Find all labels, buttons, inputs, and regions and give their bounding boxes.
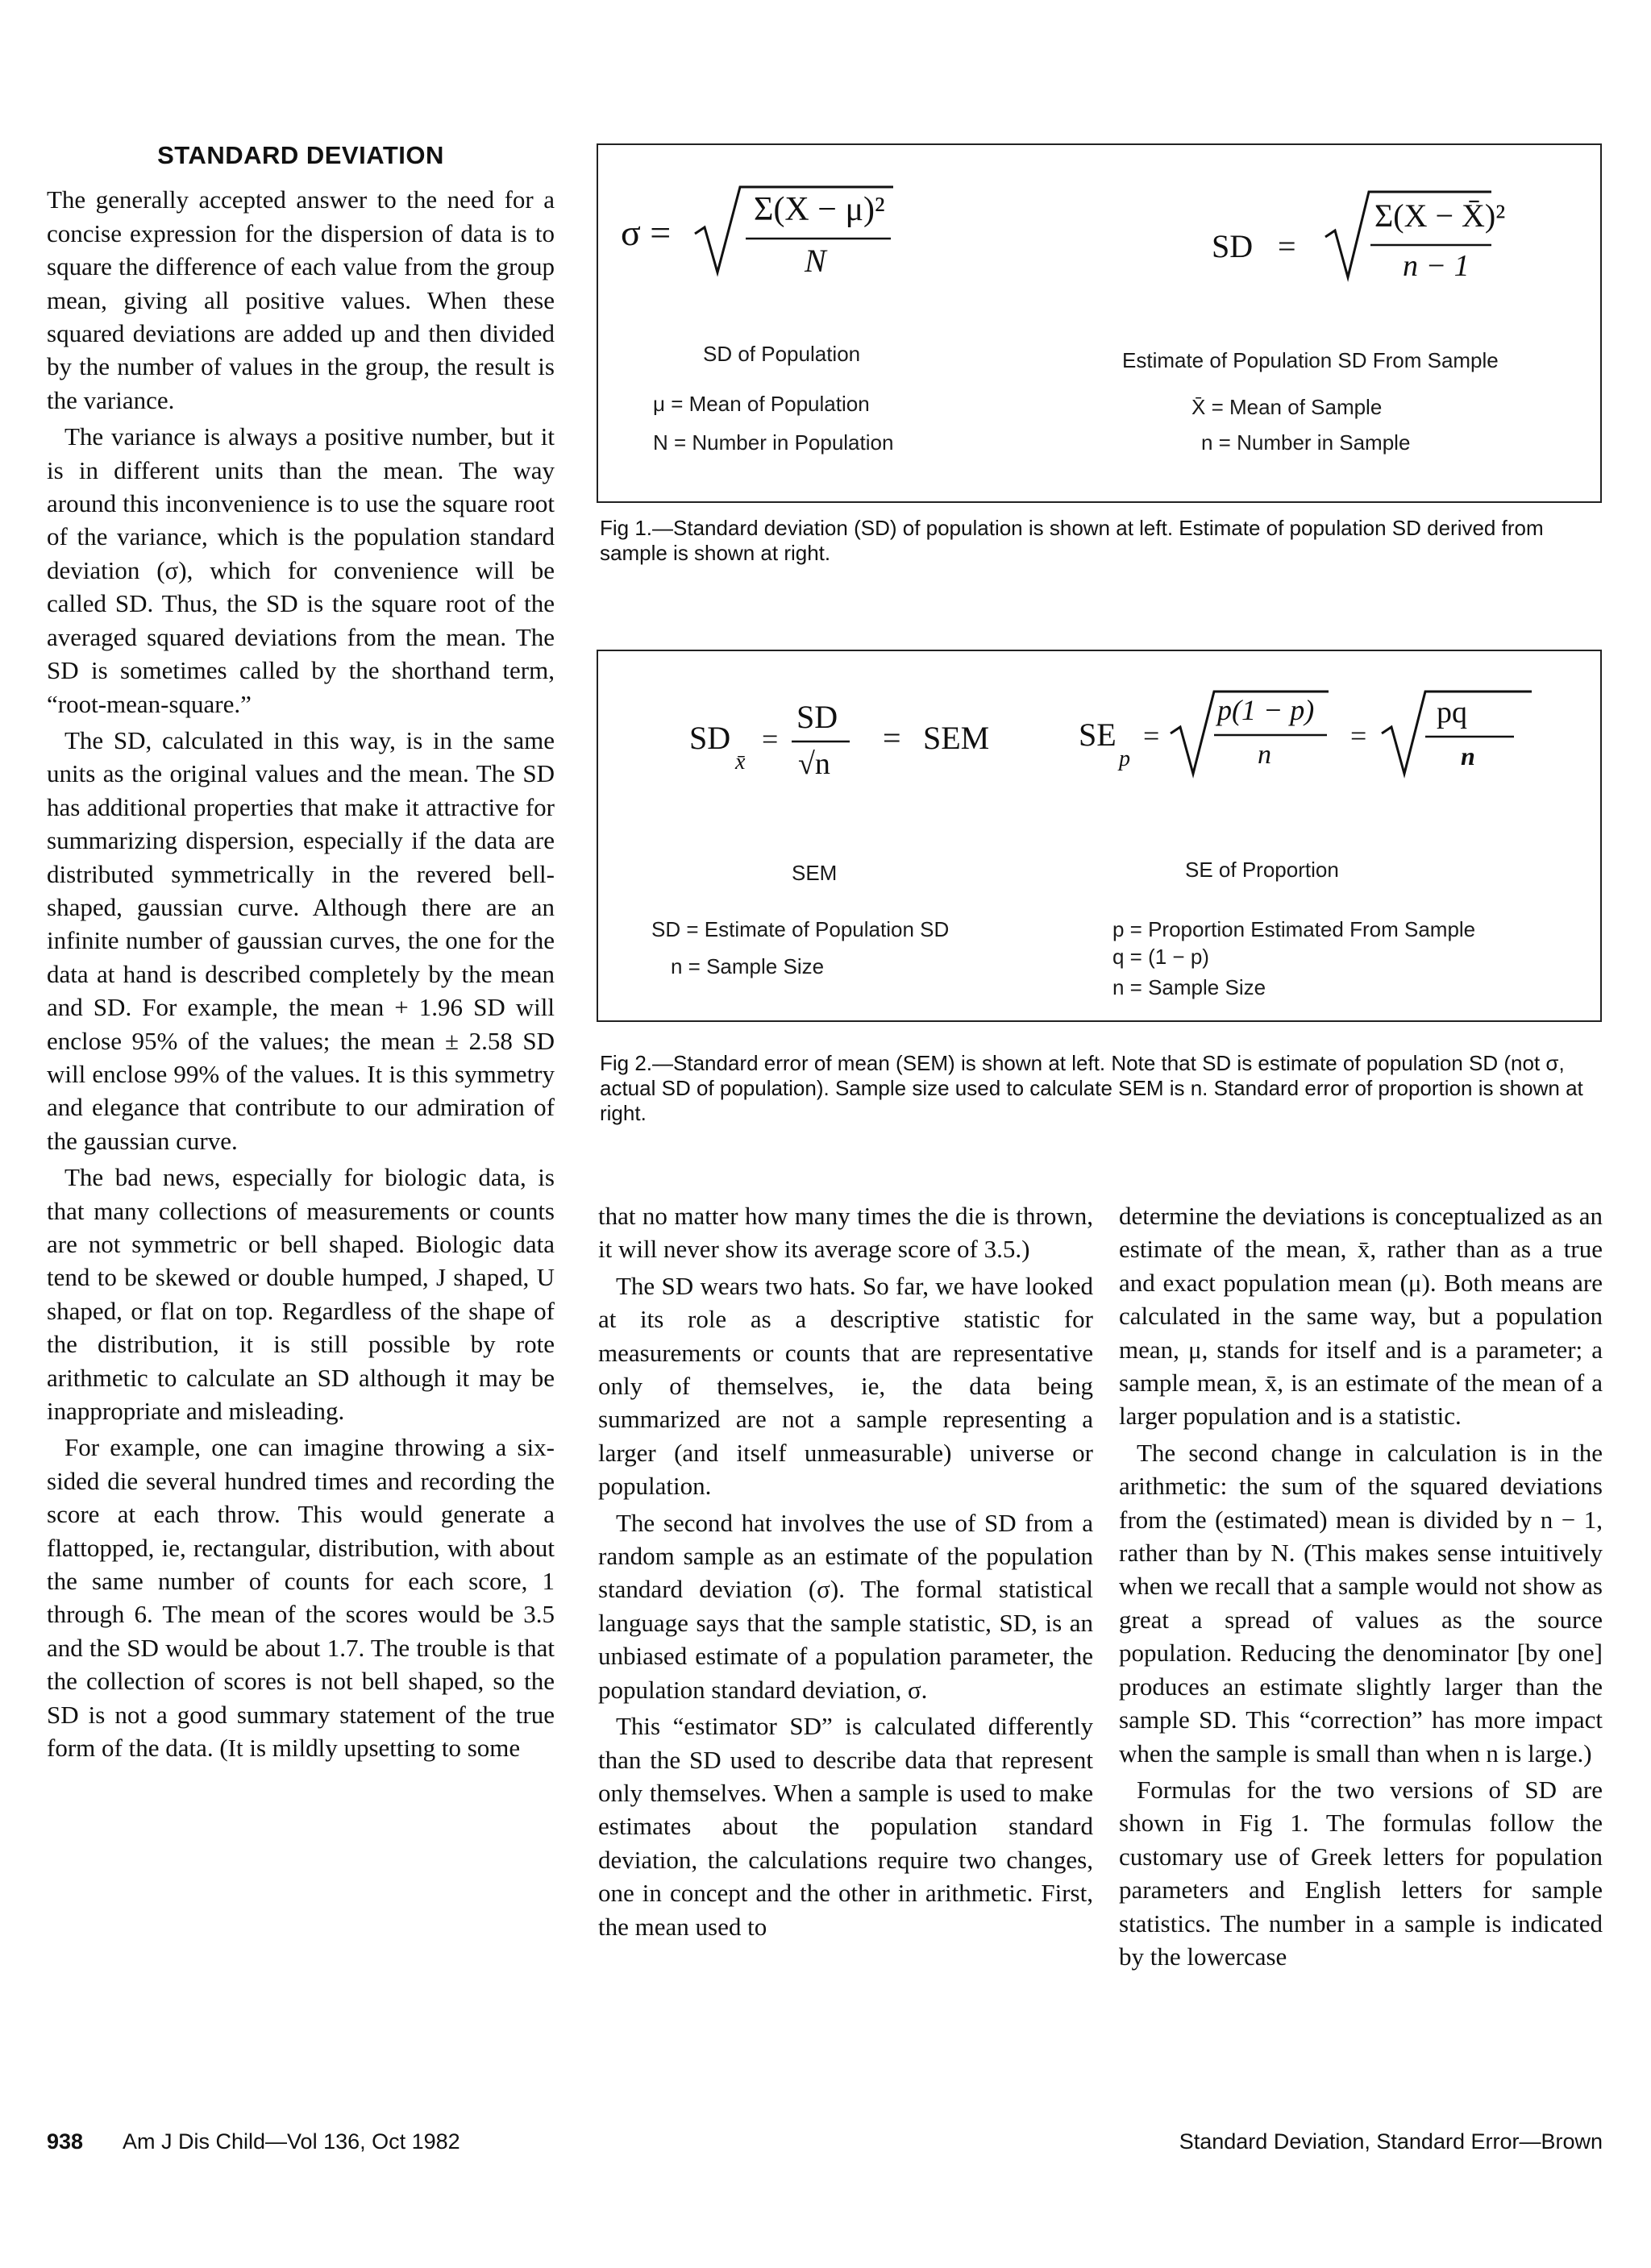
fig2-left-denominator: √n — [798, 747, 830, 781]
fig2-right-numerator2: pq — [1437, 696, 1467, 729]
fig2-right-denominator1: n — [1258, 740, 1271, 770]
fig2-sdx-subscript: x̄ — [735, 750, 746, 775]
fig2-caption: Fig 2.—Standard error of mean (SEM) is shown at left. Note that SD is estimate of population SD (not σ, actual SD of population). Sample size used to calculate SEM is n. Standard error of proportion is shown at right. — [600, 1051, 1583, 1125]
paragraph: that no matter how many times the die is thrown, it will never show its average score of 3.5.) — [598, 1202, 1093, 1264]
fig1-right-numerator: Σ(X − X̄)² — [1374, 197, 1506, 234]
running-title: Standard Deviation, Standard Error—Brown — [1179, 2129, 1603, 2154]
fig1-left-numerator: Σ(X − μ)² — [754, 191, 885, 228]
fig1-right-title: Estimate of Population SD From Sample — [1122, 348, 1499, 372]
fig2-left-def-sd: SD = Estimate of Population SD — [651, 917, 950, 941]
fig2-left-title: SEM — [792, 861, 838, 885]
paragraph: The bad news, especially for biologic data, is that many collections of measurements or counts are not symmetric or bell shaped. Biologic data tend to be skewed or double humped, J shaped, U shaped, or flat on top. Regardless of the shape of the distribution, it is still possible by rote arithmetic to calculate an SD although it may be inappropriate and misleading. — [47, 1163, 555, 1426]
fig1-sigma-lhs: σ = — [621, 212, 672, 253]
fig2-right-def-p: p = Proportion Estimated From Sample — [1112, 917, 1476, 941]
left-column — [47, 139, 555, 1768]
fig2-left-sem: SEM — [923, 720, 990, 756]
paragraph: The second change in calculation is in the arithmetic: the sum of the squared deviations from the (estimated) mean is divided by n − 1, rather than by N. (This makes sense intuitively when we recall that a sample would not show as great a spread of values as the source population. Reducing the denominator [by one] produces an estimate slightly larger than the sample SD. This “correction” has more impact when the sample is small than when n is large.) — [1119, 1438, 1603, 1767]
fig1-left-def-n: N = Number in Population — [653, 430, 894, 455]
fig1-caption: Fig 1.—Standard deviation (SD) of population is shown at left. Estimate of population SD derived from sample is shown at right. — [600, 516, 1544, 565]
fig1-left-def-mu: μ = Mean of Population — [653, 392, 870, 416]
fig2-right-def-n: n = Sample Size — [1112, 975, 1266, 999]
paragraph: determine the deviations is conceptualized as an estimate of the mean, x̄, rather than as a true and exact population mean (μ). Both means are calculated in the same way, but a population mean, μ, stands for itself and is a parameter; a sample mean, x̄, is an estimate of the mean of a larger population and is a statistic. — [1119, 1202, 1603, 1431]
paragraph: For example, one can imagine throwing a six-sided die several hundred times and recording the score at each throw. This would generate a flattopped, ie, rectangular, distribution, with about the same number of counts for each score, 1 through 6. The mean of the scores would be 3.5 and the SD would be about 1.7. The trouble is that the collection of scores is not bell shaped, so the SD is not a good summary statement of the true form of the data. (It is mildly upsetting to some — [47, 1433, 555, 1763]
section-heading: STANDARD DEVIATION — [157, 141, 444, 169]
fig2-left-equals1: = — [762, 723, 779, 755]
fig1-right-def-n: n = Number in Sample — [1201, 430, 1411, 455]
fig1-right-def-xbar: X̄ = Mean of Sample — [1191, 395, 1383, 419]
fig2-left-fraction-bar — [792, 740, 850, 743]
fig1-sd-equals: = — [1278, 228, 1296, 264]
fig2-right-equals1: = — [1143, 720, 1160, 752]
paragraph: The SD, calculated in this way, is in the same units as the original values and the mean. The SD has additional properties that make it attractive for summarizing dispersion, especially if the data are distributed symmetrically in the revered bell-shaped, gaussian curve. Although there are an infinite number of gaussian curves, the one for the data at hand is described completely by the mean and SD. For example, the mean + 1.96 SD will enclose 95% of the values; the mean ± 2.58 SD will enclose 99% of the values. It is this symmetry and elegance that contribute to our admiration of the gaussian curve. — [47, 725, 555, 1155]
fig2-right-fraction-bar1 — [1214, 733, 1327, 737]
fig1-right-denominator: n − 1 — [1403, 249, 1470, 283]
fig2-left-def-n: n = Sample Size — [671, 954, 825, 978]
paragraph: This “estimator SD” is calculated differently than the SD used to describe data that represent only themselves. When a sample is used to make estimates about the population standard deviation, the calculations require two changes, one in concept and the other in arithmetic. First, the mean used to — [598, 1712, 1093, 1941]
fig1-right-fraction-bar — [1370, 243, 1491, 247]
fig2-sep-lhs: SE — [1079, 717, 1117, 753]
middle-column — [598, 1199, 1093, 1946]
page-number: 938 — [47, 2129, 84, 2154]
paragraph: The variance is always a positive number, but it is in different units than the mean. The way around this inconvenience is to use the square root of the variance, which is the population standard deviation (σ), which for convenience will be called SD. Thus, the SD is the square root of the averaged squared deviations from the mean. The SD is sometimes called by the shorthand term, “root-mean-square.” — [47, 422, 555, 718]
fig2-right-fraction-bar2 — [1425, 735, 1514, 738]
paragraph: The SD wears two hats. So far, we have looked at its role as a descriptive statistic for measurements or counts that are representative only of themselves, ie, the data being summarized are not a sample representing a larger (and itself unmeasurable) universe or population. — [598, 1271, 1093, 1501]
fig2-right-numerator1: p(1 − p) — [1217, 694, 1315, 726]
fig1-left-fraction-bar — [746, 237, 891, 240]
fig2-right-title: SE of Proportion — [1185, 858, 1339, 882]
paragraph: The second hat involves the use of SD from a random sample as an estimate of the population standard deviation (σ). The formal statistical language says that the sample statistic, SD, is an unbiased estimate of a population parameter, the population standard deviation, σ. — [598, 1508, 1093, 1704]
fig2-right-denominator2: n — [1461, 741, 1475, 771]
fig2-right-equals2: = — [1350, 720, 1367, 752]
fig2-left-numerator: SD — [796, 699, 838, 735]
fig1-left-title: SD of Population — [703, 342, 861, 366]
right-column — [1119, 1199, 1603, 1976]
fig2-sdx-lhs: SD — [689, 720, 731, 756]
fig2-right-def-q: q = (1 − p) — [1112, 945, 1209, 969]
paragraph: The generally accepted answer to the need for a concise expression for the dispersion of data is to square the difference of each value from the group mean, giving all positive values. When these squared deviations are added up and then divided by the number of values in the group, the result is the variance. — [47, 185, 555, 414]
fig1-left-denominator: N — [805, 243, 826, 279]
fig1-sd-lhs: SD — [1212, 228, 1254, 264]
fig2-sep-subscript: p — [1119, 746, 1130, 771]
fig2-left-equals2: = — [883, 720, 901, 756]
paragraph: Formulas for the two versions of SD are shown in Fig 1. The formulas follow the customary use of Greek letters for population parameters and English letters for sample statistics. The number in a sample is indicated by the lowercase — [1119, 1775, 1603, 1971]
journal-citation: Am J Dis Child—Vol 136, Oct 1982 — [123, 2129, 460, 2154]
